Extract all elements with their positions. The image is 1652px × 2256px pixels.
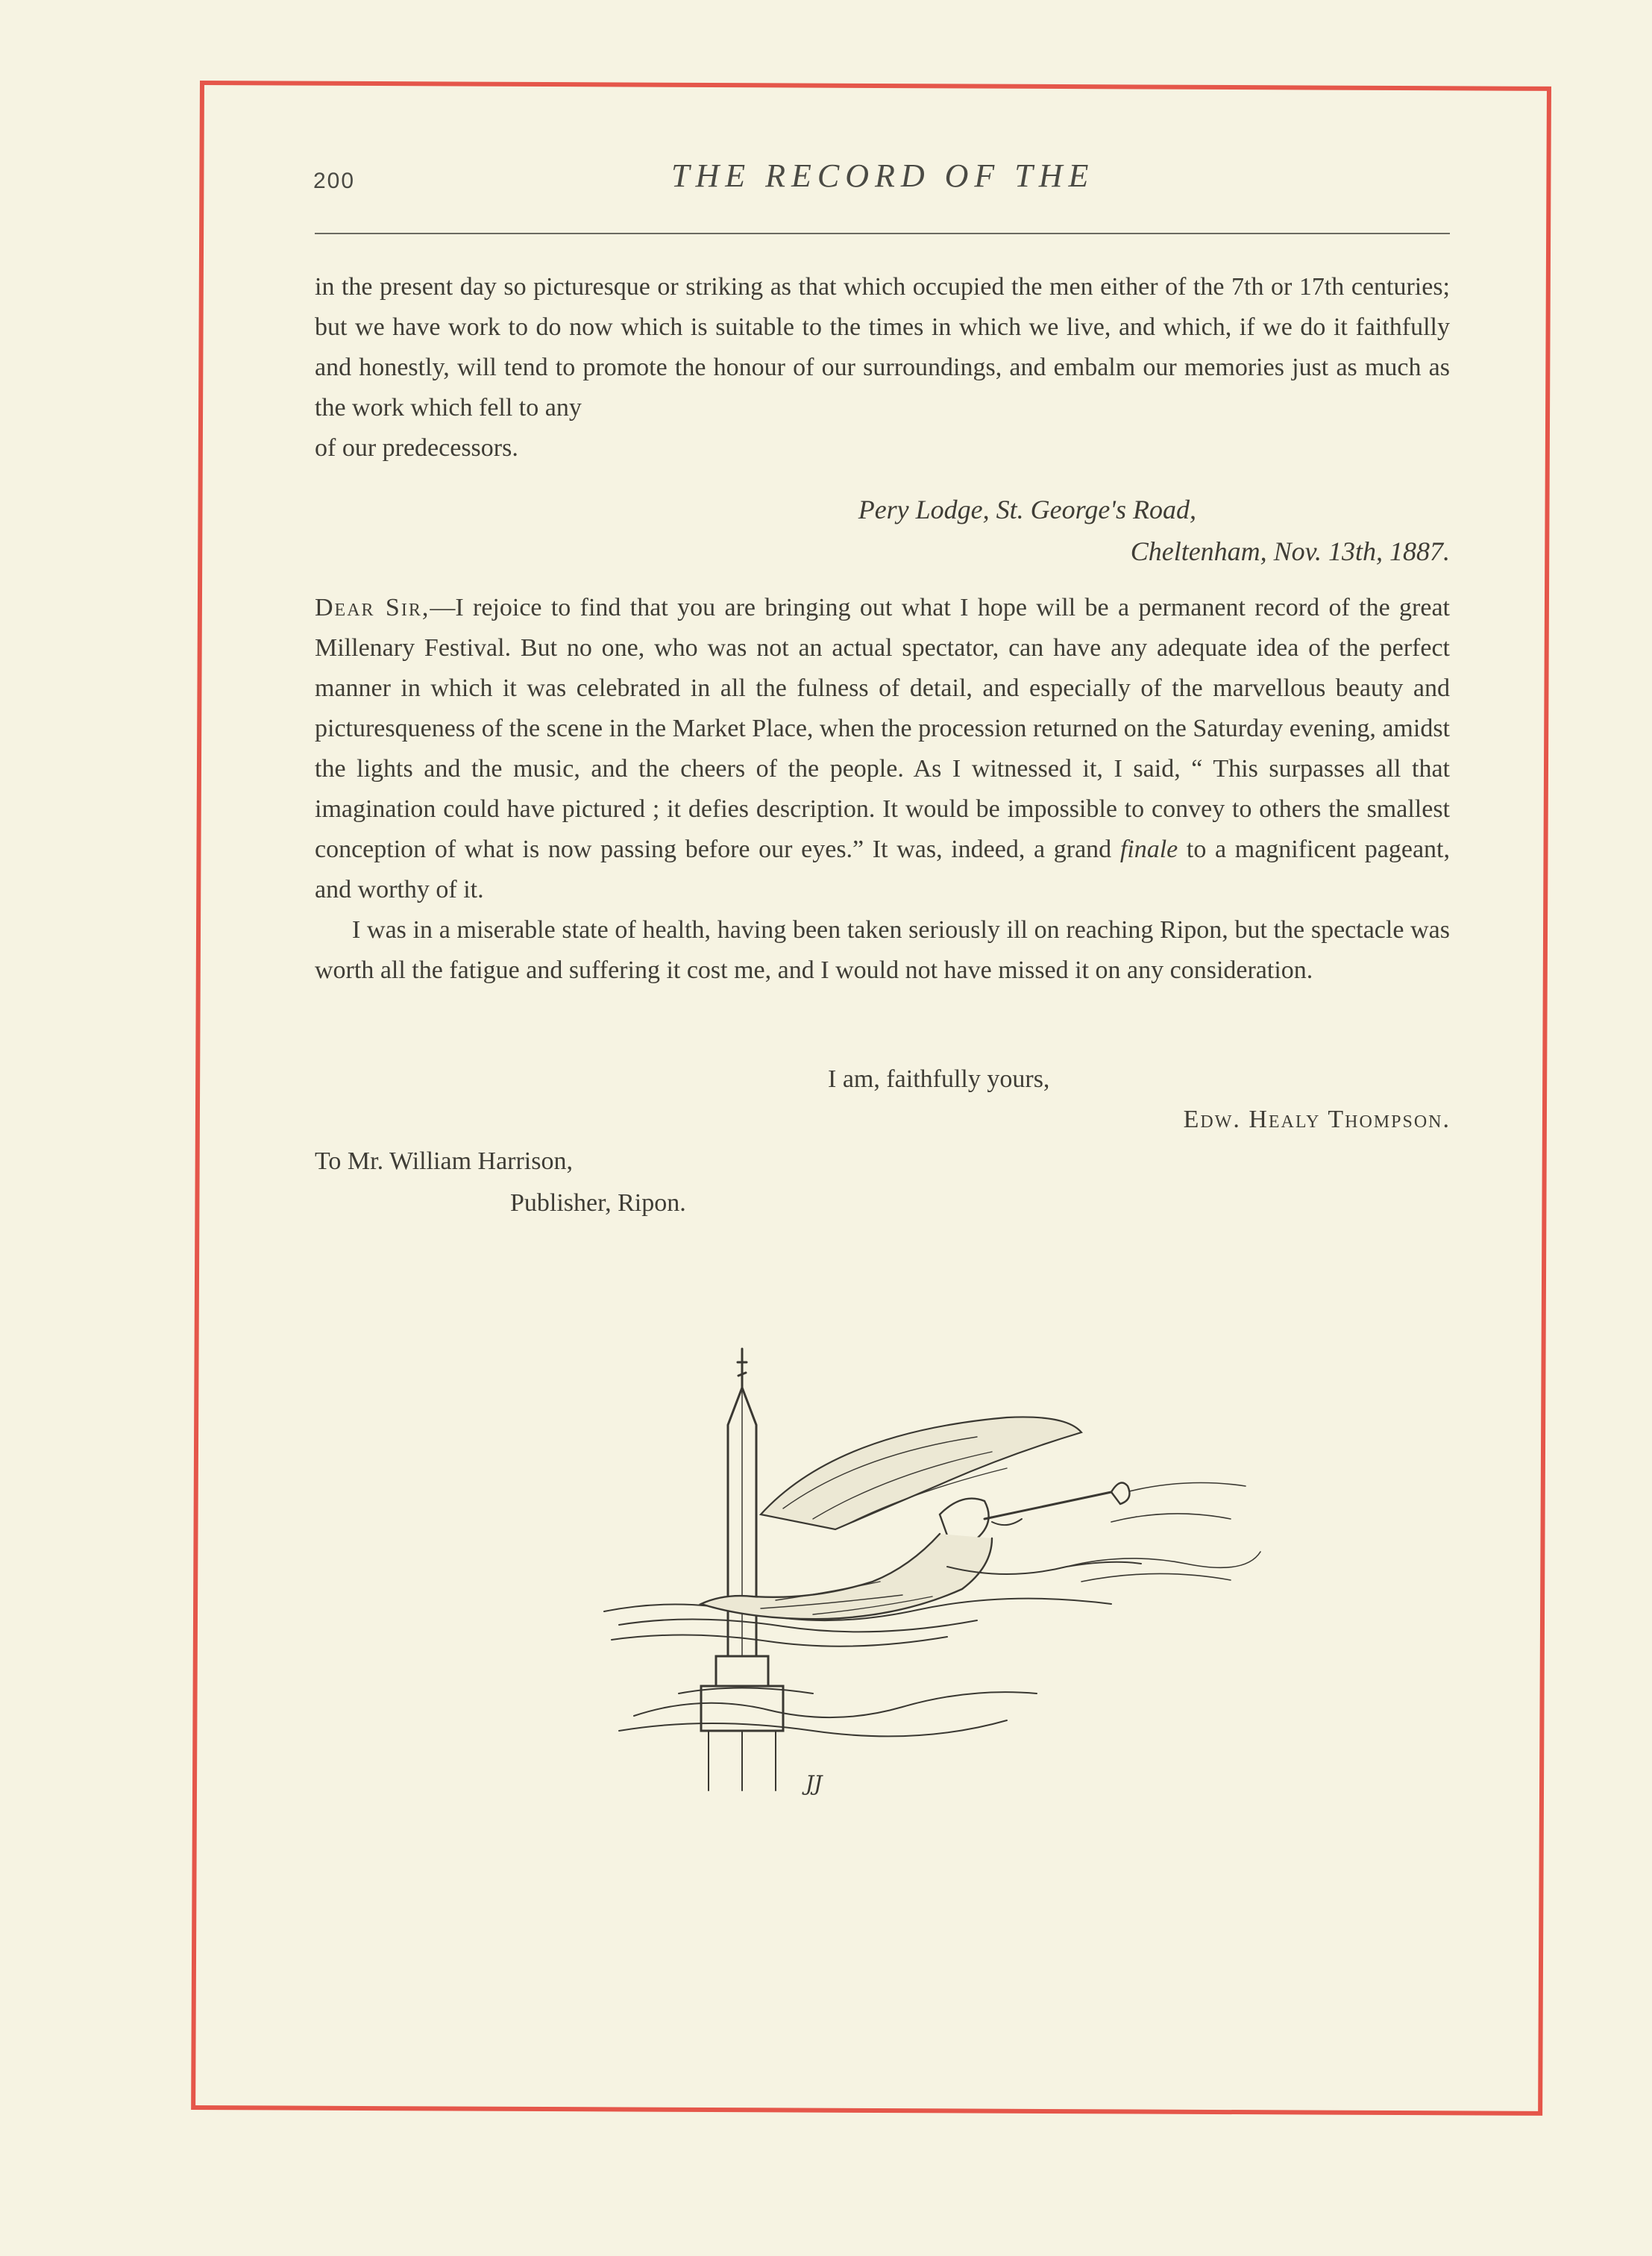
body-paragraph-1-last-line: of our predecessors. — [315, 434, 518, 462]
illustration-initials: JJ — [805, 1771, 823, 1796]
page-number: 200 — [313, 169, 356, 193]
body-paragraph-1-text: in the present day so picturesque or striking as that which occupied the men either of the 7th or 17th centuries; but we have work to do now which is suitable to the times in which we live, and which, if we do it faithfully and honestly, will tend to promote the honour of our surroundings, and embalm our memories just as much as the work which fell to any — [315, 273, 1450, 422]
header-rule — [315, 233, 1450, 234]
recipient-line-2: Publisher, Ripon. — [510, 1189, 686, 1217]
letter-address-line-1: Pery Lodge, St. George's Road, — [858, 495, 1196, 524]
recipient-line-1: To Mr. William Harrison, — [315, 1147, 573, 1175]
angel-trumpet-obelisk-icon — [589, 1343, 1275, 1805]
letter-body — [315, 588, 1450, 991]
closing-line: I am, faithfully yours, — [828, 1065, 1050, 1093]
finale-word: finale — [1119, 836, 1178, 863]
running-title: THE RECORD OF THE — [671, 157, 1095, 194]
salutation: Dear Sir, — [315, 594, 430, 621]
letter-paragraph-2: I was in a miserable state of health, having been taken seriously ill on reaching Ripon, but the spectacle was worth all the fatigue and suffering it cost me, and I would not have missed it on any consideration. — [315, 916, 1450, 984]
signature: Edw. Healy Thompson. — [1183, 1106, 1451, 1133]
running-header — [313, 157, 1447, 201]
letter-address-line-2: Cheltenham, Nov. 13th, 1887. — [1130, 536, 1450, 566]
body-paragraph-1 — [315, 267, 1450, 469]
letter-paragraph-1-text: —I rejoice to find that you are bringing out what I hope will be a permanent record of the great Millenary Festival. But no one, who was not an actual spectator, can have any adequate idea of the perfect manner in which it was celebrated in all the fulness of detail, and especially of the marvellous beauty and picturesqueness of the scene in the Market Place, when the procession returned on the Saturday evening, amidst the lights and the music, and the cheers of the people. As I witnessed it, I said, “ This surpasses all that imagination could have pictured ; it defies description. It would be impossible to convey to others the smallest conception of what is now passing before our eyes.” It was, indeed, a grand — [315, 594, 1451, 863]
letter-paragraph-1-end: to a magnificent pageant, and worthy of it. — [315, 836, 1450, 903]
letter-paragraph-1 — [315, 588, 1450, 910]
